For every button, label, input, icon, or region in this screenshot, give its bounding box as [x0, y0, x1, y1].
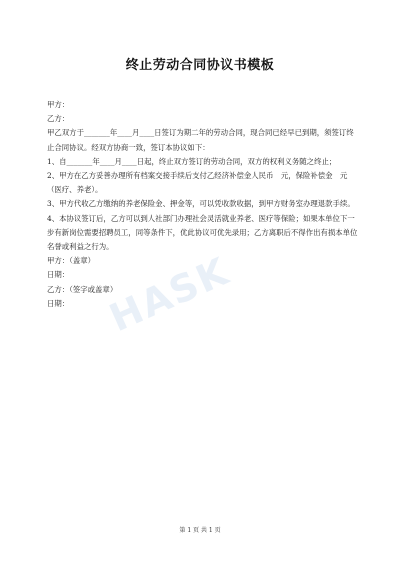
document-title: 终止劳动合同协议书模板 — [125, 58, 275, 73]
watermark: HASK — [103, 248, 237, 341]
page-footer: 第 1 页 共 1 页 — [179, 527, 221, 534]
party-a-date-line: 日期： — [47, 270, 70, 280]
party-a-line: 甲方： — [47, 100, 70, 109]
clause-1: 1、自_______年____月____日起，终止双方签订的劳动合同，双方的权利义务随之终止； — [47, 156, 337, 166]
party-b-date-line: 日期： — [47, 298, 70, 308]
intro-paragraph: 甲乙双方于_______年____月____日签订为期二年的劳动合同，现合同已经早已到期，须签订终止合同协议。经双方协商一致，签订本协议如下： — [47, 128, 354, 152]
clause-4: 4、本协议签订后，乙方可以到人社部门办理社会灵活就业养老、医疗等保险；如果本单位下一步有新岗位需要招聘员工，同等条件下，优此协议可优先录用；乙方离职后不得作出有损本单位名誉或利益之行为。 — [47, 213, 358, 252]
clause-3: 3、甲方代收乙方缴纳的养老保险金、押金等，可以凭收款收据，到甲方财务室办理退款手续。 — [47, 199, 355, 209]
clause-2: 2、甲方在乙方妥善办理所有档案交接手续后支付乙经济补偿金人民币 元，保险补偿金 元（医疗、养老）。 — [47, 171, 348, 195]
party-b-line: 乙方： — [47, 114, 70, 124]
party-b-signature-line: 乙方：（签字或盖章） — [47, 284, 118, 294]
document-body — [47, 98, 359, 311]
party-a-seal-line: 甲方：（盖章） — [47, 256, 96, 266]
